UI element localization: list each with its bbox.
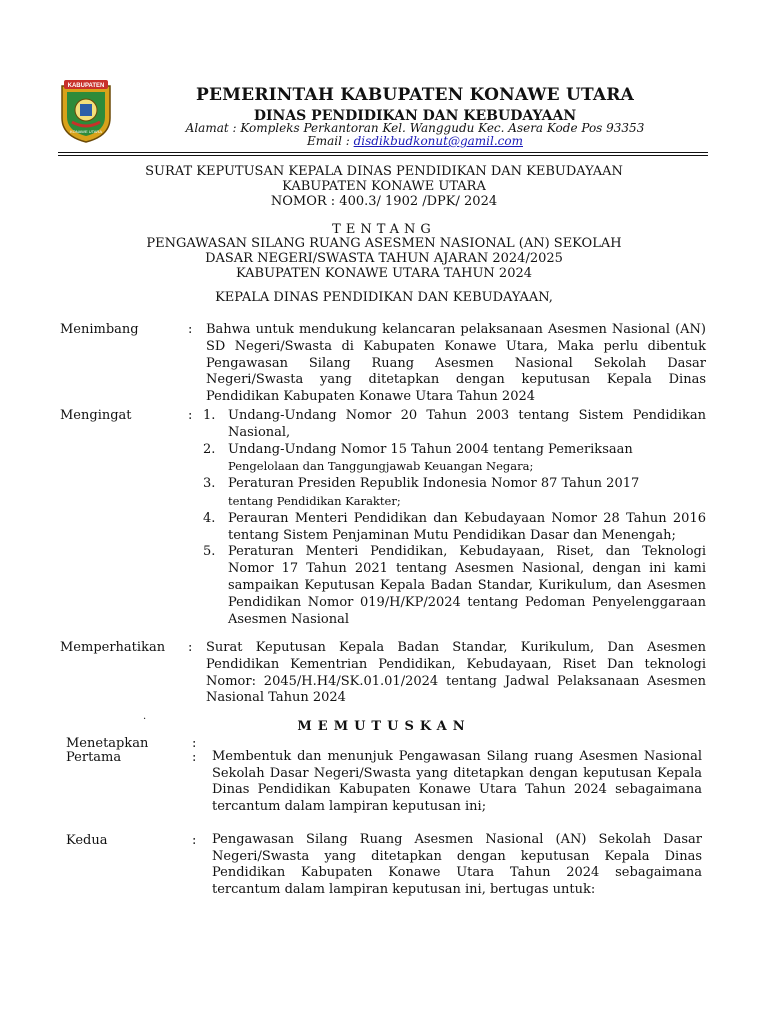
list-item: 2. Undang-Undang Nomor 15 Tahun 2004 tentang Pemeriksaan Pengelolaan dan Tanggungjawab Keuangan Negara; [203, 441, 633, 474]
email-link[interactable]: disdikbudkonut@gamil.com [353, 134, 523, 148]
memperhatikan-label: Memperhatikan [60, 640, 166, 655]
title-line-2: KABUPATEN KONAWE UTARA [282, 179, 486, 194]
decree-subject [60, 236, 708, 281]
kedua-colon: : [192, 833, 197, 848]
letterhead-rule-thin [58, 155, 708, 156]
mengingat-list [203, 408, 706, 628]
subject-line-2: DASAR NEGERI/SWASTA TAHUN AJARAN 2024/2025 [205, 251, 563, 266]
menetapkan-colon: : [192, 736, 197, 751]
email-label: Email : [306, 134, 354, 148]
mengingat-label: Mengingat [60, 408, 132, 423]
menimbang-text: Bahwa untuk mendukung kelancaran pelaksanaan Asesmen Nasional (AN) SD Negeri/Swasta di Kabupaten Konawe Utara, Maka perlu dibentuk Pengawasan Silang Ruang Asesmen Nasional Sekolah Dasar Negeri/Swasta yang ditetapkan dengan keputusan Kepala Dinas Pendidikan Kabupaten Konawe Utara Tahun 2024 [206, 322, 706, 405]
department-name: DINAS PENDIDIKAN DAN KEBUDAYAAN [253, 108, 577, 124]
mengingat-colon: : [188, 408, 193, 423]
pertama-text: Membentuk dan menunjuk Pengawasan Silang ruang Asesmen Nasional Sekolah Dasar Negeri/Swasta yang ditetapkan dengan keputusan Kepala Dinas Pendidikan Kabupaten Konawe Utara Tahun 2024 sebagaimana tercantum dalam lampiran keputusan ini; [212, 749, 702, 814]
office-address: Alamat : Kompleks Perkantoran Kel. Wanggudu Kec. Asera Kode Pos 93353 [185, 121, 645, 135]
memperhatikan-colon: : [188, 640, 193, 655]
email-line [130, 135, 700, 149]
letterhead-rule-thick [58, 152, 708, 153]
kedua-label: Kedua [66, 833, 108, 848]
decree-number: NOMOR : 400.3/ 1902 /DPK/ 2024 [270, 194, 498, 209]
regency-coat-of-arms-icon [58, 78, 114, 144]
subject-line-1: PENGAWASAN SILANG RUANG ASESMEN NASIONAL (AN) SEKOLAH [146, 236, 622, 251]
list-item: 1. Undang-Undang Nomor 20 Tahun 2003 tentang Sistem Pendidikan Nasional, [203, 408, 706, 440]
list-item: 5. Peraturan Menteri Pendidikan, Kebudayaan, Riset, dan Teknologi Nomor 17 Tahun 2021 tentang Asesmen Nasional, dengan ini kami sampaikan Keputusan Kepala Badan Standar, Kurikulum, dan Asesmen Pendidikan Nomor 019/H/KP/2024 tentang Pedoman Penyelenggaraan Asesmen Nasional [203, 544, 706, 627]
title-line-1: SURAT KEPUTUSAN KEPALA DINAS PENDIDIKAN DAN KEBUDAYAAN [145, 164, 623, 179]
issuing-authority: KEPALA DINAS PENDIDIKAN DAN KEBUDAYAAN, [215, 290, 553, 305]
memperhatikan-text: Surat Keputusan Kepala Badan Standar, Kurikulum, Dan Asesmen Pendidikan Kementrian Pendidikan, Kebudayaan, Riset Dan teknologi Nomor: 2045/H.H4/SK.01.01/2024 tentang Jadwal Pelaksanaan Asesmen Nasional Tahun 2024 [206, 640, 706, 706]
logo-motto: KONAWE UTARA [69, 129, 103, 134]
subject-line-3: KABUPATEN KONAWE UTARA TAHUN 2024 [235, 266, 533, 281]
list-item: 3. Peraturan Presiden Republik Indonesia Nomor 87 Tahun 2017 tentang Pendidikan Karakter; [203, 476, 640, 508]
stray-mark: . [143, 711, 147, 722]
kedua-text: Pengawasan Silang Ruang Asesmen Nasional (AN) Sekolah Dasar Negeri/Swasta yang ditetapkan dengan keputusan Kepala Dinas Pendidikan Kabupaten Konawe Utara Tahun 2024 sebagaimana tercantum dalam lampiran keputusan ini, bertugas untuk: [212, 832, 702, 897]
menetapkan-label: Menetapkan [66, 736, 149, 751]
list-item: 4. Perauran Menteri Pendidikan dan Kebudayaan Nomor 28 Tahun 2016 tentang Sistem Penjaminan Mutu Pendidikan Dasar dan Menengah; [203, 510, 706, 543]
pertama-colon: : [192, 750, 197, 765]
decree-title [60, 164, 708, 209]
pertama-label: Pertama [66, 750, 122, 765]
tentang-heading: TENTANG [332, 222, 436, 237]
logo-label: KABUPATEN [67, 83, 105, 89]
government-name: PEMERINTAH KABUPATEN KONAWE UTARA [196, 85, 634, 105]
memutuskan-heading: MEMUTUSKAN [297, 719, 471, 734]
menimbang-label: Menimbang [60, 322, 139, 337]
menimbang-colon: : [188, 322, 193, 337]
